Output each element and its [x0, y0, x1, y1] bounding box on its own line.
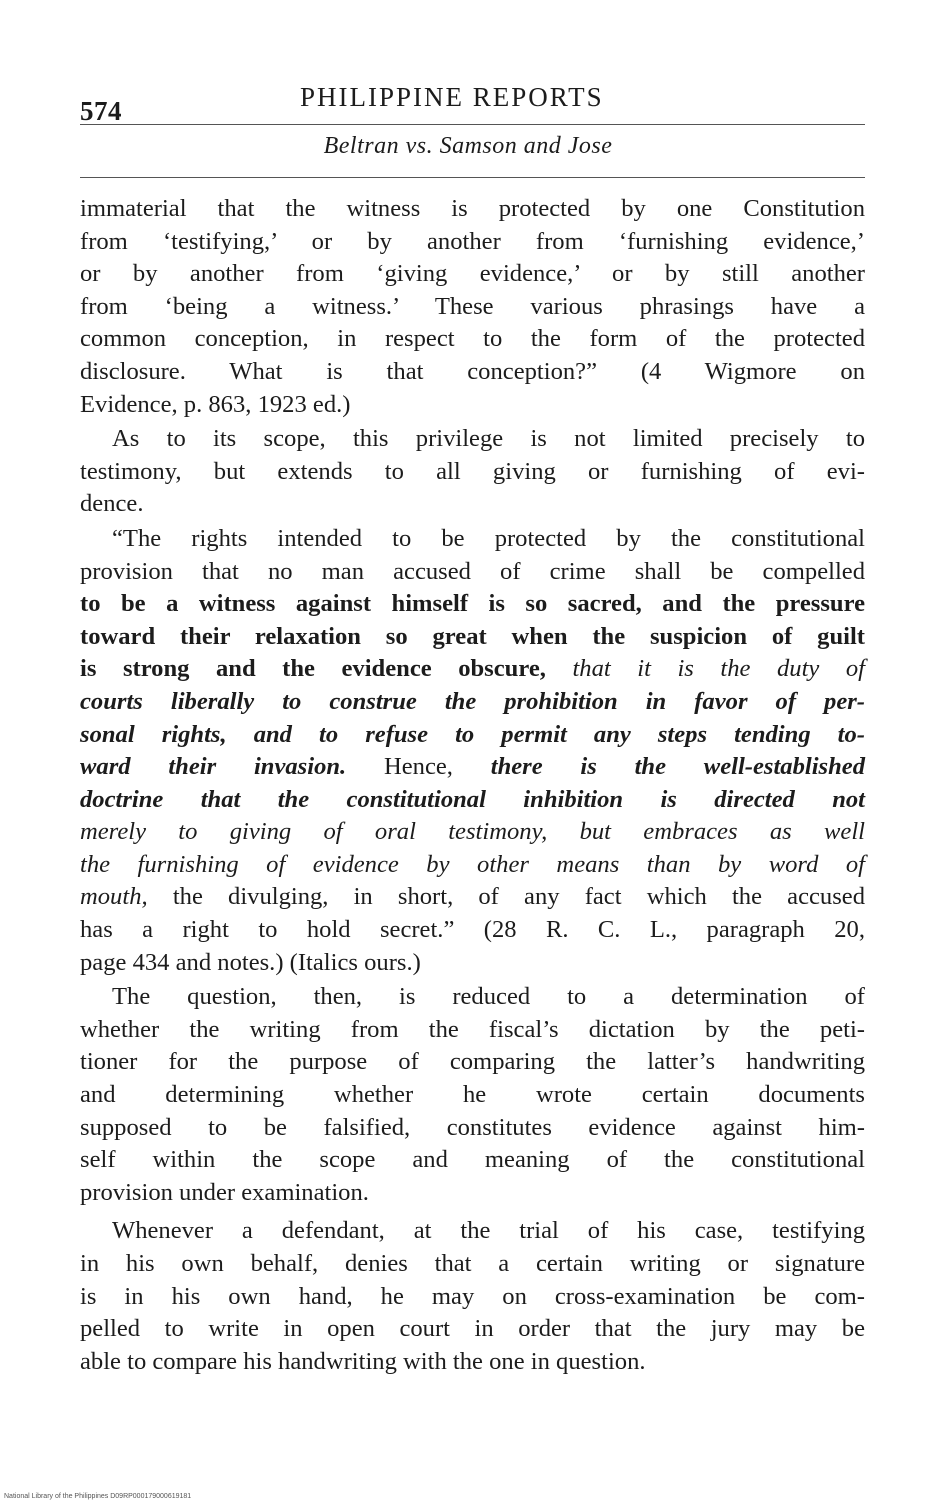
text-line: sonal rights, and to refuse to permit any steps tending to-: [80, 720, 865, 748]
header-rule-bottom: [80, 177, 865, 178]
text-line: disclosure. What is that conception?” (4 Wigmore on: [80, 357, 865, 385]
text-line: provision that no man accused of crime shall be compelled: [80, 557, 865, 585]
text-line: to be a witness against himself is so sacred, and the pressure: [80, 590, 865, 618]
text-line: The question, then, is reduced to a determination of: [112, 983, 865, 1011]
italic-run: ward their invasion.: [80, 753, 347, 781]
text-line: common conception, in respect to the form of the protected: [80, 325, 865, 353]
case-caption: Beltran vs. Samson and Jose: [323, 133, 613, 159]
text-line: self within the scope and meaning of the constitutional: [80, 1146, 865, 1174]
text-line: from ‘testifying,’ or by another from ‘furnishing evidence,’: [80, 227, 865, 255]
text-line: [80, 653, 865, 686]
italic-run: mouth,: [80, 883, 148, 911]
text-line: testimony, but extends to all giving or furnishing of evi-: [80, 457, 865, 485]
text-line: Evidence, p. 863, 1923 ed.): [80, 390, 351, 418]
text-line: able to compare his handwriting with the one in question.: [80, 1347, 646, 1375]
text-line: As to its scope, this privilege is not limited precisely to: [112, 425, 865, 453]
italic-run: there is the well-established: [490, 753, 866, 781]
text-line: [80, 751, 865, 784]
text-line: toward their relaxation so great when the suspicion of guilt: [80, 622, 865, 650]
header-rule-top: [80, 124, 865, 125]
text-line: from ‘being a witness.’ These various phrasings have a: [80, 292, 865, 320]
italic-run: that it is the duty of: [572, 655, 865, 683]
text-line: supposed to be falsified, constitutes evidence against him-: [80, 1113, 865, 1141]
text-line: Whenever a defendant, at the trial of his case, testifying: [112, 1217, 865, 1245]
text-line: dence.: [80, 490, 144, 518]
text-run: is strong and the evidence obscure,: [80, 655, 546, 683]
text-line: immaterial that the witness is protected by one Constitution: [80, 195, 865, 222]
scan-credit: National Library of the Philippines D09RP000179000619181: [4, 1493, 192, 1500]
text-line: and determining whether he wrote certain documents: [80, 1081, 865, 1109]
report-title: PHILIPPINE REPORTS: [300, 82, 604, 112]
text-line: [80, 881, 865, 914]
text-run: the divulging, in short, of any fact which the accused: [172, 883, 866, 911]
text-line: page 434 and notes.) (Italics ours.): [80, 948, 421, 976]
body-text: [80, 193, 865, 1378]
text-line: doctrine that the constitutional inhibition is directed not: [80, 785, 865, 813]
text-line: “The rights intended to be protected by the constitutional: [112, 524, 865, 552]
text-line: or by another from ‘giving evidence,’ or by still another: [80, 260, 865, 288]
text-line: whether the writing from the fiscal’s dictation by the peti-: [80, 1015, 865, 1043]
page-header: [80, 78, 865, 126]
text-line: has a right to hold secret.” (28 R. C. L., paragraph 20,: [80, 916, 865, 944]
text-run: Hence,: [383, 753, 453, 781]
text-line: is in his own hand, he may on cross-examination be com-: [80, 1282, 865, 1310]
text-line: the furnishing of evidence by other means than by word of: [80, 850, 865, 878]
text-line: pelled to write in open court in order that the jury may be: [80, 1315, 865, 1343]
text-line: tioner for the purpose of comparing the latter’s handwriting: [80, 1048, 865, 1076]
page-number: 574: [80, 96, 122, 126]
text-line: provision under examination.: [80, 1178, 369, 1206]
text-line: merely to giving of oral testimony, but embraces as well: [80, 818, 865, 846]
text-line: courts liberally to construe the prohibition in favor of per-: [80, 687, 865, 715]
text-line: in his own behalf, denies that a certain writing or signature: [80, 1250, 865, 1277]
